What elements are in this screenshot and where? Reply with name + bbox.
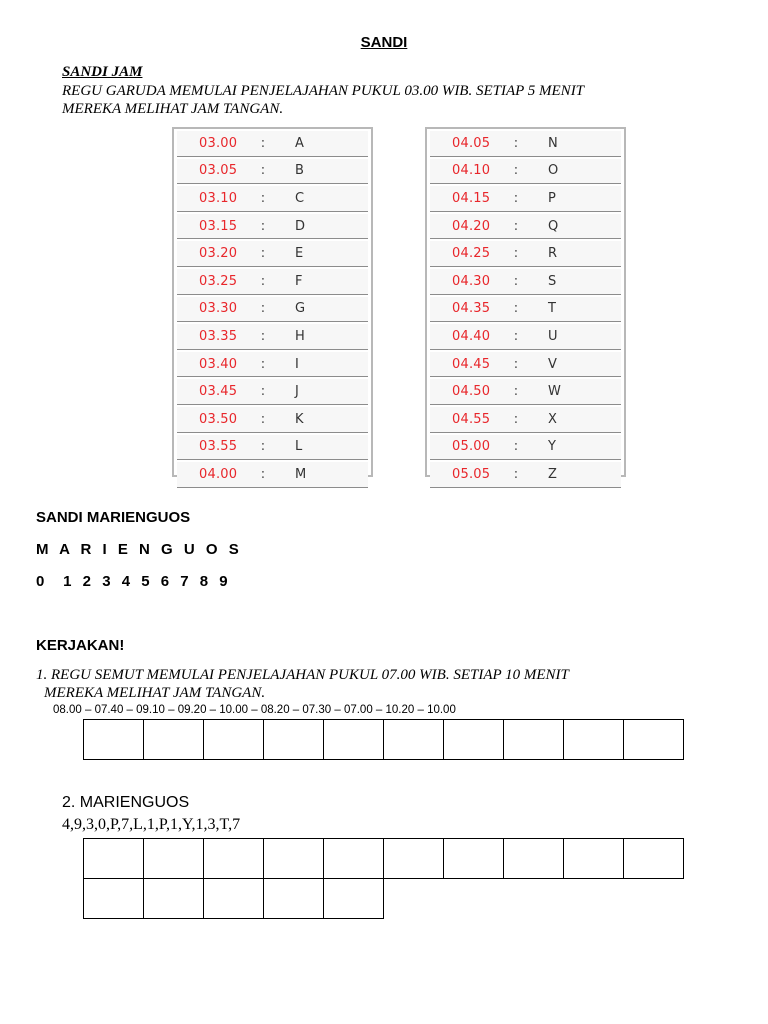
answer-box[interactable] bbox=[324, 839, 384, 879]
code-time: 04.20 bbox=[452, 218, 491, 234]
code-letter: T bbox=[548, 301, 556, 317]
answer-box[interactable] bbox=[624, 720, 684, 760]
code-letter: R bbox=[548, 246, 558, 262]
code-time: 04.45 bbox=[452, 356, 491, 372]
code-row bbox=[177, 131, 368, 157]
code-letter: Q bbox=[548, 218, 559, 234]
code-row bbox=[177, 435, 368, 461]
code-time: 03.50 bbox=[199, 411, 238, 427]
code-row bbox=[430, 379, 621, 405]
answer-box[interactable] bbox=[204, 879, 264, 919]
code-time: 03.05 bbox=[199, 163, 238, 179]
code-separator: : bbox=[513, 384, 519, 400]
code-separator: : bbox=[260, 411, 266, 427]
page-title: SANDI bbox=[360, 34, 408, 51]
code-time: 04.50 bbox=[452, 384, 491, 400]
empty-cell bbox=[624, 879, 684, 919]
code-separator: : bbox=[513, 328, 519, 344]
code-separator: : bbox=[513, 273, 519, 289]
code-row bbox=[430, 352, 621, 378]
kerjakan-heading: KERJAKAN! bbox=[36, 637, 125, 654]
code-time: 04.35 bbox=[452, 301, 491, 317]
code-row bbox=[430, 297, 621, 323]
code-letter: F bbox=[295, 273, 303, 289]
code-row bbox=[177, 269, 368, 295]
answer-box[interactable] bbox=[84, 720, 144, 760]
code-letter: H bbox=[295, 328, 305, 344]
sandi-jam-description bbox=[62, 82, 702, 118]
code-time: 03.20 bbox=[199, 246, 238, 262]
code-time: 04.55 bbox=[452, 411, 491, 427]
task-2-label: 2. MARIENGUOS bbox=[62, 794, 190, 811]
code-separator: : bbox=[260, 328, 266, 344]
code-time: 05.00 bbox=[452, 439, 491, 455]
code-letter: Y bbox=[548, 439, 556, 455]
sandi-marienguos-heading: SANDI MARIENGUOS bbox=[36, 509, 191, 526]
code-row bbox=[177, 159, 368, 185]
answer-box[interactable] bbox=[144, 839, 204, 879]
answer-box[interactable] bbox=[384, 839, 444, 879]
code-row bbox=[177, 462, 368, 488]
code-separator: : bbox=[260, 466, 266, 482]
code-row bbox=[177, 379, 368, 405]
empty-cell bbox=[444, 879, 504, 919]
answer-box[interactable] bbox=[504, 720, 564, 760]
code-separator: : bbox=[513, 190, 519, 206]
code-row bbox=[430, 131, 621, 157]
code-time: 03.35 bbox=[199, 328, 238, 344]
code-row bbox=[430, 159, 621, 185]
code-separator: : bbox=[260, 163, 266, 179]
answer-box[interactable] bbox=[144, 879, 204, 919]
code-letter: B bbox=[295, 163, 304, 179]
marienguos-digits: 0 1 2 3 4 5 6 7 8 9 bbox=[36, 573, 232, 590]
code-letter: Z bbox=[548, 466, 557, 482]
code-letter: J bbox=[295, 384, 299, 400]
code-row bbox=[430, 462, 621, 488]
code-separator: : bbox=[513, 439, 519, 455]
code-row bbox=[430, 186, 621, 212]
answer-box[interactable] bbox=[144, 720, 204, 760]
code-table-right bbox=[425, 127, 626, 482]
code-separator: : bbox=[260, 273, 266, 289]
code-separator: : bbox=[260, 218, 266, 234]
sandi-jam-description-line-1: REGU GARUDA MEMULAI PENJELAJAHAN PUKUL 03.00 WIB. SETIAP 5 MENIT bbox=[62, 83, 585, 99]
code-table-left bbox=[172, 127, 373, 482]
code-letter: P bbox=[548, 190, 556, 206]
task-2-sequence: 4,9,3,0,P,7,L,1,P,1,Y,1,3,T,7 bbox=[62, 816, 241, 833]
code-time: 04.30 bbox=[452, 273, 491, 289]
code-separator: : bbox=[513, 411, 519, 427]
code-time: 04.25 bbox=[452, 246, 491, 262]
answer-box[interactable] bbox=[324, 720, 384, 760]
code-time: 03.30 bbox=[199, 301, 238, 317]
code-separator: : bbox=[513, 135, 519, 151]
sandi-jam-heading: SANDI JAM bbox=[62, 64, 143, 80]
answer-box[interactable] bbox=[504, 839, 564, 879]
code-time: 04.05 bbox=[452, 135, 491, 151]
code-separator: : bbox=[260, 384, 266, 400]
code-letter: O bbox=[548, 163, 559, 179]
code-time: 03.15 bbox=[199, 218, 238, 234]
code-time: 05.05 bbox=[452, 466, 491, 482]
code-row bbox=[430, 435, 621, 461]
code-row bbox=[430, 269, 621, 295]
code-time: 04.00 bbox=[199, 466, 238, 482]
code-time: 03.40 bbox=[199, 356, 238, 372]
code-row bbox=[430, 324, 621, 350]
code-row bbox=[177, 324, 368, 350]
code-letter: K bbox=[295, 411, 304, 427]
task-1-instructions bbox=[36, 666, 736, 702]
code-row bbox=[177, 241, 368, 267]
answer-box[interactable] bbox=[204, 720, 264, 760]
answer-box[interactable] bbox=[384, 720, 444, 760]
empty-cell bbox=[504, 879, 564, 919]
empty-cell bbox=[384, 879, 444, 919]
code-row bbox=[177, 297, 368, 323]
answer-box[interactable] bbox=[264, 839, 324, 879]
marienguos-letters: M A R I E N G U O S bbox=[36, 541, 243, 558]
code-row bbox=[430, 241, 621, 267]
code-separator: : bbox=[260, 190, 266, 206]
code-letter: I bbox=[295, 356, 299, 372]
code-time: 04.15 bbox=[452, 190, 491, 206]
task-1-answer-grid bbox=[83, 719, 684, 760]
code-time: 04.40 bbox=[452, 328, 491, 344]
code-time: 03.00 bbox=[199, 135, 238, 151]
code-row bbox=[177, 407, 368, 433]
answer-box[interactable] bbox=[84, 839, 144, 879]
code-separator: : bbox=[513, 218, 519, 234]
answer-box[interactable] bbox=[444, 720, 504, 760]
code-letter: C bbox=[295, 190, 305, 206]
answer-box[interactable] bbox=[204, 839, 264, 879]
task-1-line-1: 1. REGU SEMUT MEMULAI PENJELAJAHAN PUKUL 07.00 WIB. SETIAP 10 MENIT bbox=[36, 667, 569, 683]
answer-row bbox=[84, 720, 684, 760]
code-letter: D bbox=[295, 218, 306, 234]
task-2-answer-grid bbox=[83, 838, 684, 919]
task-1-sequence: 08.00 – 07.40 – 09.10 – 09.20 – 10.00 – 08.20 – 07.30 – 07.00 – 10.20 – 10.00 bbox=[53, 704, 456, 716]
sandi-jam-description-line-2: MEREKA MELIHAT JAM TANGAN. bbox=[62, 101, 284, 117]
code-row bbox=[430, 407, 621, 433]
code-time: 03.25 bbox=[199, 273, 238, 289]
answer-box[interactable] bbox=[564, 720, 624, 760]
empty-cell bbox=[564, 879, 624, 919]
code-letter: E bbox=[295, 246, 304, 262]
answer-row bbox=[84, 879, 684, 919]
code-separator: : bbox=[513, 466, 519, 482]
answer-box[interactable] bbox=[264, 720, 324, 760]
answer-box[interactable] bbox=[324, 879, 384, 919]
code-letter: L bbox=[295, 439, 303, 455]
code-row bbox=[177, 186, 368, 212]
code-separator: : bbox=[260, 301, 266, 317]
code-row bbox=[430, 214, 621, 240]
code-separator: : bbox=[260, 439, 266, 455]
code-letter: W bbox=[548, 384, 561, 400]
code-separator: : bbox=[513, 163, 519, 179]
code-letter: S bbox=[548, 273, 557, 289]
code-separator: : bbox=[260, 356, 266, 372]
code-letter: A bbox=[295, 135, 304, 151]
answer-row bbox=[84, 839, 684, 879]
code-separator: : bbox=[260, 246, 266, 262]
answer-box[interactable] bbox=[264, 879, 324, 919]
code-letter: U bbox=[548, 328, 558, 344]
answer-box[interactable] bbox=[624, 839, 684, 879]
code-row bbox=[177, 352, 368, 378]
answer-box[interactable] bbox=[564, 839, 624, 879]
task-1-line-2: MEREKA MELIHAT JAM TANGAN. bbox=[44, 685, 266, 701]
code-separator: : bbox=[513, 246, 519, 262]
code-time: 03.55 bbox=[199, 439, 238, 455]
code-separator: : bbox=[260, 135, 266, 151]
code-time: 03.45 bbox=[199, 384, 238, 400]
code-time: 03.10 bbox=[199, 190, 238, 206]
code-letter: X bbox=[548, 411, 557, 427]
code-letter: V bbox=[548, 356, 557, 372]
code-separator: : bbox=[513, 301, 519, 317]
code-letter: N bbox=[548, 135, 558, 151]
answer-box[interactable] bbox=[444, 839, 504, 879]
code-separator: : bbox=[513, 356, 519, 372]
code-row bbox=[177, 214, 368, 240]
answer-box[interactable] bbox=[84, 879, 144, 919]
code-letter: G bbox=[295, 301, 306, 317]
code-letter: M bbox=[295, 466, 307, 482]
code-time: 04.10 bbox=[452, 163, 491, 179]
